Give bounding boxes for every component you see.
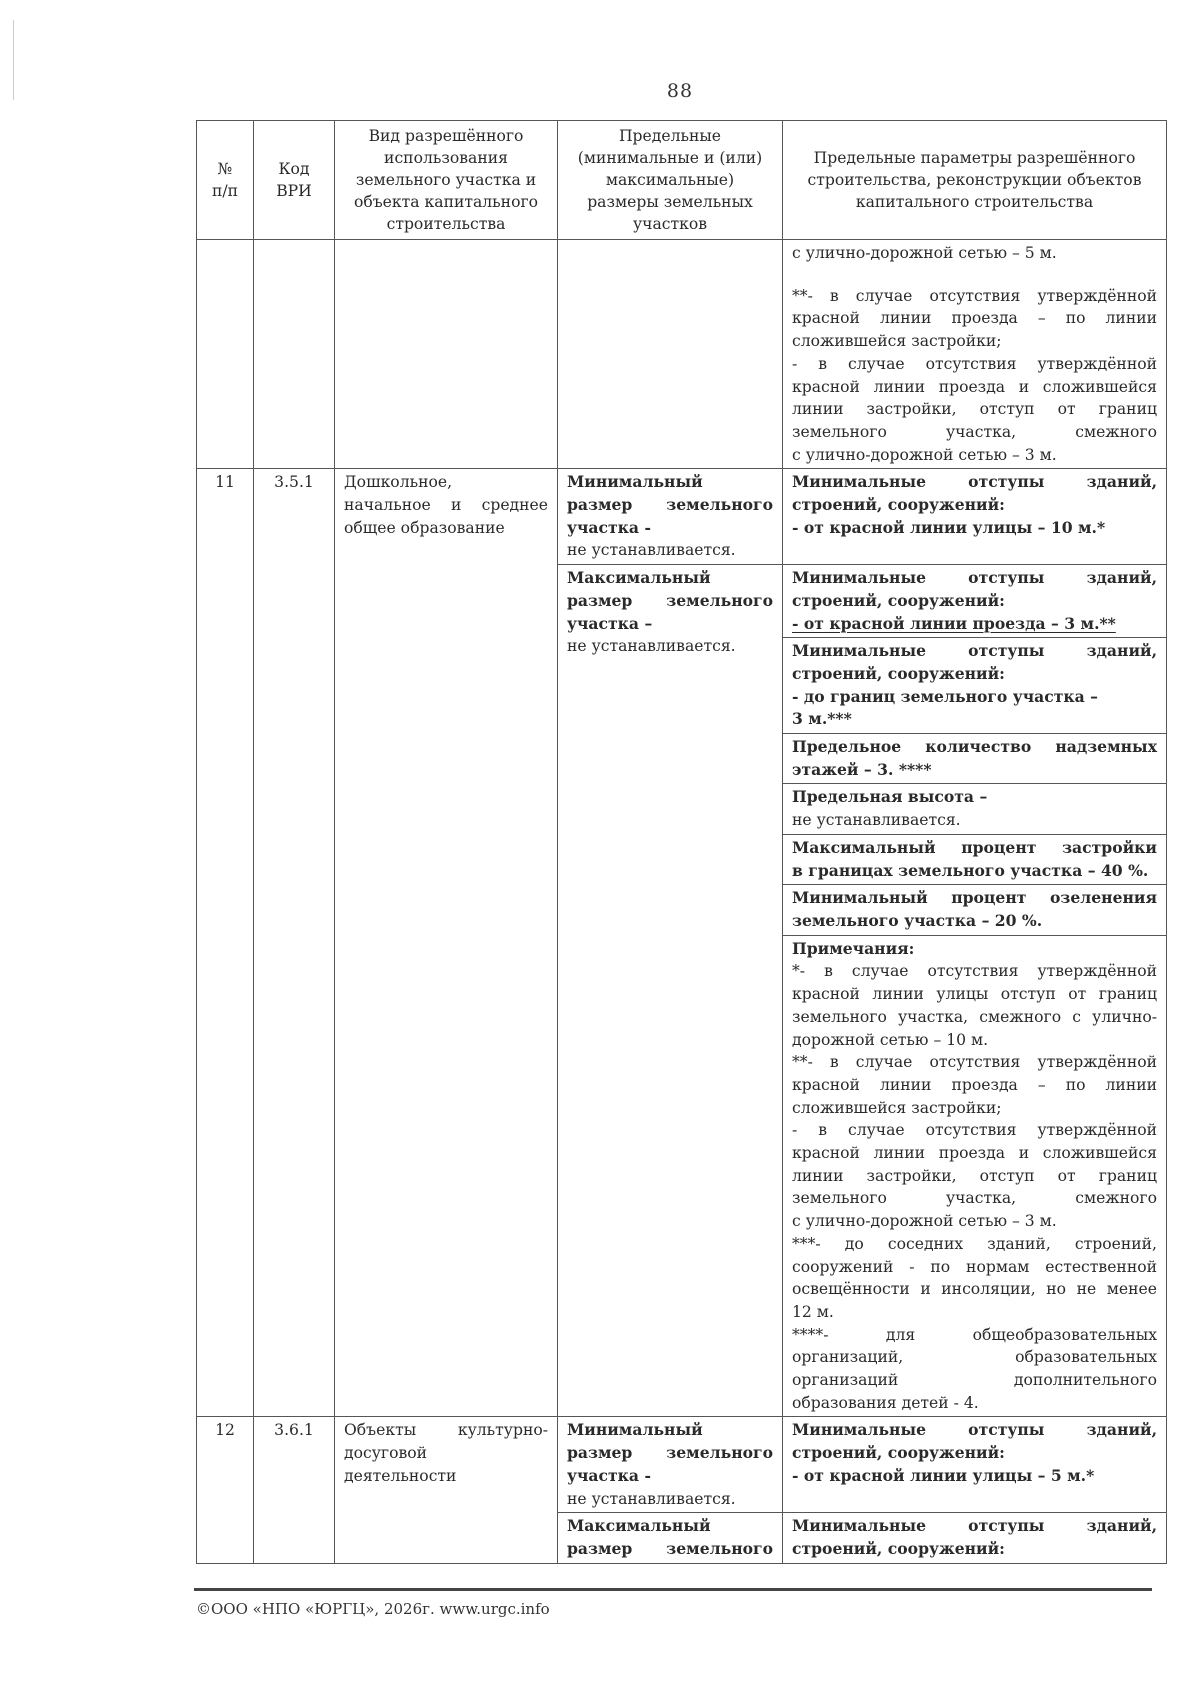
- row12-param-1: Минимальные отступы зданий, строений, сооружений: - от красной линии улицы – 5 м.*: [783, 1417, 1167, 1513]
- continuation-notes: с улично-дорожной сетью – 5 м. **- в случае отсутствия утверждённой красной линии проезда – по линии сложившейся застройки; - в случае отсутствия утверждённой красной линии проезда и сложившейся линии застройки, отступ от границ земельного участка, смежного с улично-дорожной сетью – 3 м.: [783, 240, 1167, 469]
- row11-param-4: Предельное количество надземных этажей – 3. ****: [783, 734, 1167, 784]
- row12-code: 3.6.1: [254, 1417, 335, 1563]
- table-row-12: [197, 1417, 1167, 1513]
- row11-param-6: Максимальный процент застройки в границах земельного участка – 40 %.: [783, 834, 1167, 884]
- row11-code: 3.5.1: [254, 469, 335, 1417]
- row12-kind: Объекты культурно- досуговой деятельности: [335, 1417, 558, 1563]
- row11-kind: Дошкольное, начальное и среднее общее образование: [335, 469, 558, 1417]
- row11-param-2: Минимальные отступы зданий, строений, сооружений: - от красной линии проезда – 3 м.**: [783, 565, 1167, 638]
- row11-notes: Примечания: *- в случае отсутствия утверждённой красной линии улицы отступ от границ земельного участка, смежного с улично- дорожной сетью – 10 м. **- в случае отсутствия утверждённой красной линии проезда – по линии сложившейся застройки; - в случае отсутствия утверждённой красной линии проезда и сложившейся линии застройки, отступ от границ земельного участка, смежного с улично-дорожной сетью – 3 м. ***- до соседних зданий, строений, сооружений - по нормам естественной освещённости и инсоляции, но не менее 12 м. ****- для общеобразовательных организаций, образовательных организаций дополнительного образования детей - 4.: [783, 935, 1167, 1417]
- row11-param-7: Минимальный процент озеленения земельного участка – 20 %.: [783, 885, 1167, 935]
- footer-copyright: ©ООО «НПО «ЮРГЦ», 2026г. www.urgc.info: [196, 1600, 550, 1618]
- row11-param-3: Минимальные отступы зданий, строений, сооружений: - до границ земельного участка – 3 м.***: [783, 638, 1167, 734]
- table-row-11: [197, 469, 1167, 565]
- header-kind: Вид разрешённого использования земельного участка и объекта капитального строительства: [335, 121, 558, 240]
- row11-min-size: Минимальный размер земельного участка - не устанавливается.: [558, 469, 783, 565]
- header-params: Предельные параметры разрешённого строительства, реконструкции объектов капитального строительства: [783, 121, 1167, 240]
- row12-min-size: Минимальный размер земельного участка - не устанавливается.: [558, 1417, 783, 1513]
- row11-max-size: Максимальный размер земельного участка – не устанавливается.: [558, 565, 783, 1417]
- header-num: № п/п: [197, 121, 254, 240]
- row11-num: 11: [197, 469, 254, 1417]
- table-header-row: [197, 121, 1167, 240]
- header-code: Код ВРИ: [254, 121, 335, 240]
- row11-param-1: Минимальные отступы зданий, строений, сооружений: - от красной линии улицы – 10 м.*: [783, 469, 1167, 565]
- footer-rule: [194, 1588, 1152, 1591]
- row12-num: 12: [197, 1417, 254, 1563]
- table-row-continuation: [197, 240, 1167, 469]
- row12-max-size: Максимальный размер земельного: [558, 1513, 783, 1563]
- header-size: Предельные (минимальные и (или) максимальные) размеры земельных участков: [558, 121, 783, 240]
- page-number: 88: [666, 80, 694, 102]
- zoning-table: [196, 120, 1167, 1564]
- row12-param-2: Минимальные отступы зданий, строений, сооружений:: [783, 1513, 1167, 1563]
- row11-param-5: Предельная высота – не устанавливается.: [783, 784, 1167, 834]
